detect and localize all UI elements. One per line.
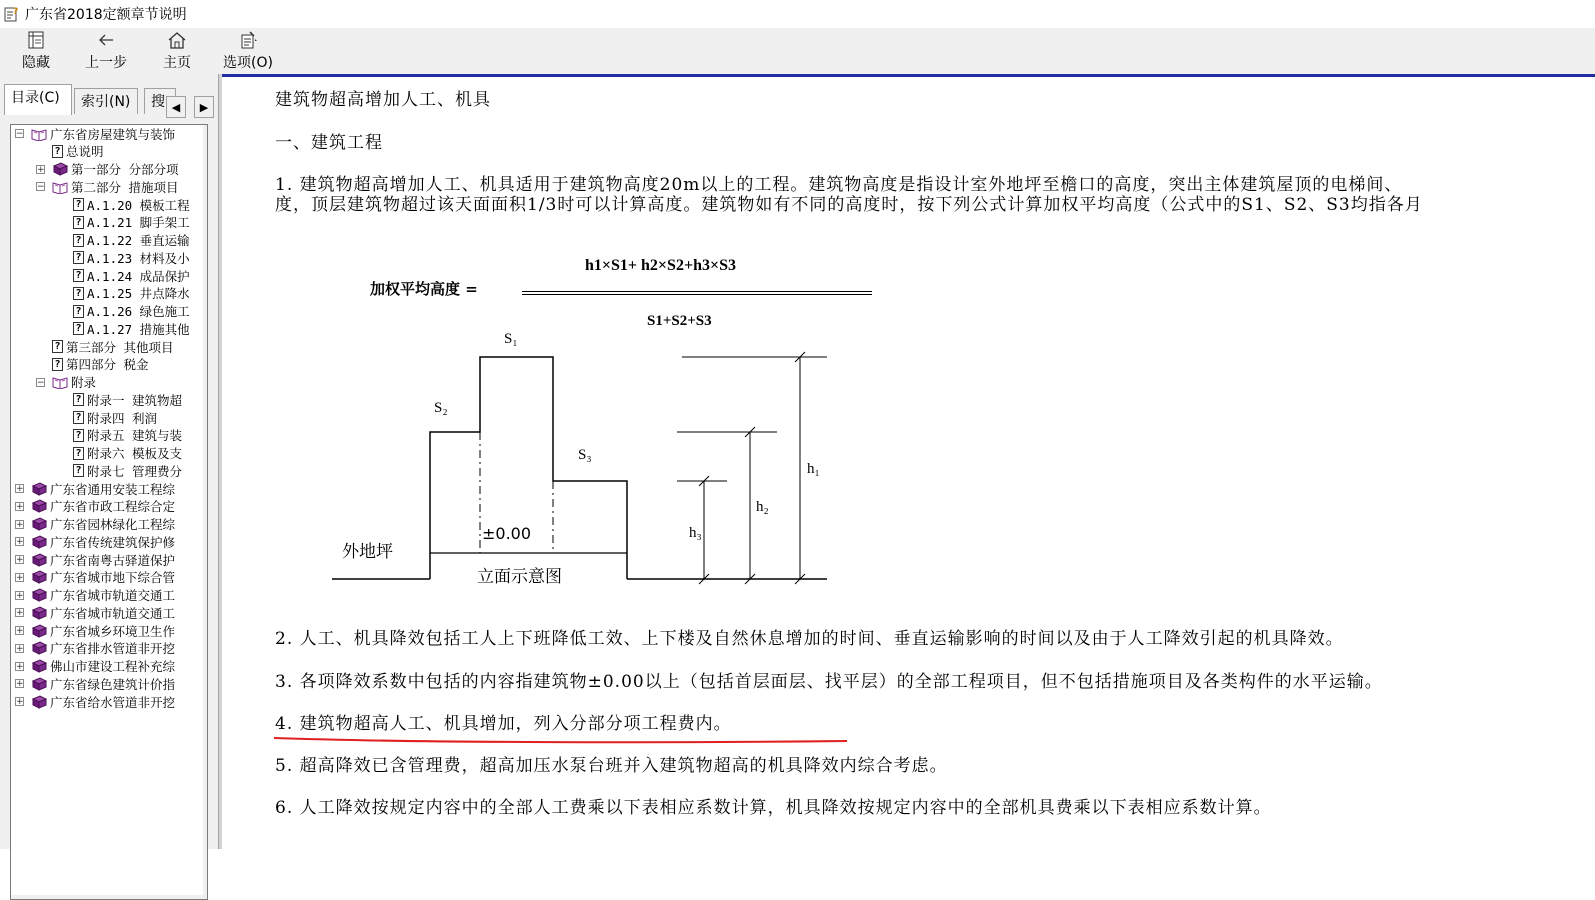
closed-book-icon	[31, 659, 47, 673]
closed-book-icon	[31, 570, 47, 584]
tree-item-label: 广东省南粤古驿道保护	[50, 552, 176, 568]
closed-book-icon	[31, 641, 47, 655]
closed-book-icon	[31, 677, 47, 691]
help-page-icon: ?	[73, 234, 84, 247]
label-ground: 外地坪	[342, 542, 393, 562]
help-page-icon: ?	[73, 411, 84, 424]
tree-item-label: 广东省通用安装工程综	[50, 481, 176, 497]
diagram-caption: 立面示意图	[477, 567, 562, 587]
tree-item[interactable]	[73, 427, 182, 444]
help-page-icon: ?	[73, 305, 84, 318]
closed-book-icon	[31, 695, 47, 709]
back-arrow-icon	[95, 30, 117, 50]
tab-scroll-right-button[interactable]: ▶	[194, 96, 214, 118]
tree-expander[interactable]: +	[16, 519, 24, 530]
tree-expander[interactable]: −	[37, 377, 45, 388]
help-page-icon: ?	[73, 251, 84, 264]
tree-vertical-scrollbar[interactable]	[203, 125, 207, 899]
hide-icon	[25, 30, 47, 50]
tree-item-label: 广东省给水管道非开挖	[50, 694, 176, 710]
tree-expander[interactable]: +	[16, 643, 24, 654]
back-button[interactable]	[80, 30, 132, 74]
tree-item-label: 广东省城市轨道交通工	[50, 605, 176, 621]
label-s2: S₂	[434, 400, 448, 416]
help-page-icon: ?	[73, 269, 84, 282]
help-page-icon: ?	[73, 393, 84, 406]
closed-book-icon	[31, 606, 47, 620]
tree-item[interactable]	[31, 658, 175, 675]
closed-book-icon	[31, 517, 47, 531]
help-page-icon: ?	[52, 358, 63, 371]
tree-item-label: 附录六 模板及支	[87, 446, 183, 461]
tree-item[interactable]	[73, 285, 190, 302]
paragraph-6: 6. 人工降效按规定内容中的全部人工费乘以下表相应系数计算，机具降效按规定内容中的全部机具费乘以下表相应系数计算。	[275, 798, 1272, 818]
tab-search[interactable]: 搜	[144, 88, 176, 114]
tree-expander[interactable]: +	[16, 537, 24, 548]
tree-item-label: 广东省房屋建筑与装饰	[50, 126, 176, 142]
tree-item-label: 广东省城乡环境卫生作	[50, 623, 176, 639]
tree-expander[interactable]: +	[16, 501, 24, 512]
tree-item-label: 佛山市建设工程补充综	[50, 659, 176, 674]
tree-item[interactable]	[31, 480, 175, 497]
tree-expander[interactable]: +	[16, 661, 24, 672]
closed-book-icon	[31, 482, 47, 496]
tree-item[interactable]	[31, 640, 175, 657]
help-page-icon: ?	[52, 145, 63, 158]
h2-dimension	[745, 427, 755, 584]
contents-tree	[10, 124, 208, 900]
tree-item[interactable]	[52, 143, 104, 160]
tree-item[interactable]	[31, 587, 175, 604]
h1-dimension	[795, 352, 805, 584]
tree-expander[interactable]: +	[16, 484, 24, 494]
paragraph-4: 4. 建筑物超高人工、机具增加，列入分部分项工程费内。	[275, 714, 732, 734]
tree-item-label: A.1.21 脚手架工	[87, 215, 190, 231]
paragraph-5: 5. 超高降效已含管理费，超高加压水泵台班并入建筑物超高的机具降效内综合考虑。	[275, 756, 948, 776]
label-zero: ±0.00	[482, 524, 532, 543]
topic-content	[222, 77, 1595, 849]
closed-book-icon	[31, 624, 47, 638]
tab-scroll-left-button[interactable]: ◀	[166, 96, 186, 118]
svg-text:?: ?	[13, 7, 19, 17]
tree-item-label: A.1.27 措施其他	[87, 321, 190, 337]
elevation-diagram	[322, 317, 862, 597]
tree-item[interactable]	[73, 303, 190, 320]
tree-item-label: 广东省排水管道非开挖	[50, 641, 176, 657]
tree-item[interactable]	[73, 249, 190, 266]
tree-item[interactable]	[31, 498, 175, 515]
label-s3: S₃	[578, 447, 592, 463]
closed-book-icon	[52, 162, 68, 176]
formula-label: 加权平均高度 =	[370, 280, 478, 298]
title-bar	[0, 0, 1595, 28]
label-h3: h₃	[689, 525, 702, 541]
tree-item-label: 附录五 建筑与装	[87, 428, 183, 444]
tree-item[interactable]	[73, 232, 190, 249]
paragraph-1-line-1: 1. 建筑物超高增加人工、机具适用于建筑物高度20m以上的工程。建筑物高度是指设计室外地坪至檐口的高度，突出主体建筑屋顶的电梯间、	[275, 175, 1403, 195]
tree-item[interactable]	[73, 409, 157, 426]
tree-item-label: 广东省城市地下综合管	[50, 570, 176, 586]
paragraph-3: 3. 各项降效系数中包括的内容指建筑物±0.00以上（包括首层面层、找平层）的全部工程项目，但不包括措施项目及各类构件的水平运输。	[275, 672, 1383, 692]
tree-expander[interactable]: +	[16, 590, 24, 601]
tree-item-label: 广东省传统建筑保护修	[50, 534, 176, 550]
tree-item[interactable]	[31, 675, 175, 692]
tab-index[interactable]: 索引(N)	[74, 88, 138, 114]
tree-expander[interactable]: +	[37, 164, 45, 175]
building-outline	[430, 357, 627, 579]
open-book-icon	[52, 180, 68, 194]
tree-item[interactable]	[73, 267, 190, 284]
tree-item-label: A.1.23 材料及小	[87, 250, 190, 266]
help-page-icon: ?	[73, 198, 84, 211]
closed-book-icon	[31, 553, 47, 567]
tree-expander[interactable]: +	[16, 608, 24, 619]
tree-item-label: A.1.26 绿色施工	[87, 304, 190, 319]
nav-tabs	[0, 84, 218, 114]
help-page-icon: ?	[73, 464, 84, 477]
tree-expander[interactable]: −	[37, 182, 45, 193]
tree-item[interactable]	[73, 214, 190, 231]
tree-item-label: A.1.22 垂直运输	[87, 233, 190, 248]
tree-expander[interactable]: +	[16, 555, 24, 565]
tree-horizontal-scrollbar[interactable]	[11, 895, 207, 899]
tree-item-label: 广东省绿色建筑计价指	[50, 676, 176, 692]
label-s1: S₁	[504, 331, 518, 347]
formula-denominator: S1+S2+S3	[647, 313, 712, 329]
tree-item-label: 附录七 管理费分	[87, 463, 183, 479]
help-page-icon: ?	[73, 216, 84, 229]
tree-item-label: 广东省市政工程综合定	[50, 499, 176, 515]
home-label: 主页	[163, 55, 191, 71]
tree-item-label: 第一部分 分部分项	[71, 162, 179, 177]
paragraph-1-line-2: 度，顶层建筑物超过该天面面积1/3时可以计算高度。建筑物如有不同的高度时，按下列公式计算加权平均高度（公式中的S1、S2、S3均指各月	[275, 195, 1423, 215]
toolbar	[0, 28, 1595, 74]
tree-item[interactable]	[31, 622, 175, 639]
tree-item-label: 附录	[71, 375, 97, 390]
tree-item[interactable]	[73, 462, 182, 479]
options-icon	[237, 30, 259, 50]
tree-item[interactable]	[52, 338, 174, 355]
tree-item[interactable]	[52, 356, 149, 373]
tree-item-label: A.1.24 成品保护	[87, 268, 190, 284]
tree-item[interactable]	[31, 693, 175, 710]
tab-contents[interactable]: 目录(C)	[4, 84, 72, 115]
help-page-icon: ?	[73, 322, 84, 335]
tree-item[interactable]	[52, 178, 179, 195]
tree-item[interactable]	[73, 196, 190, 213]
formula-numerator: h1×S1+ h2×S2+h3×S3	[585, 257, 736, 274]
tree-item[interactable]	[31, 533, 175, 550]
tree-item[interactable]	[31, 125, 175, 142]
tree-item[interactable]	[31, 604, 175, 621]
back-label: 上一步	[85, 55, 127, 71]
section-title: 一、建筑工程	[275, 133, 383, 153]
tree-item-label: 附录一 建筑物超	[87, 392, 183, 408]
red-underline-annotation	[272, 735, 852, 745]
closed-book-icon	[31, 588, 47, 602]
tree-item[interactable]	[73, 445, 182, 462]
help-page-icon: ?	[73, 447, 84, 460]
tree-item-label: A.1.20 模板工程	[87, 197, 190, 213]
help-page-icon: ?	[73, 429, 84, 442]
tree-item[interactable]	[73, 320, 190, 337]
tree-item[interactable]	[31, 569, 175, 586]
open-book-icon	[31, 127, 47, 141]
formula-fraction-bar	[522, 291, 872, 295]
tree-expander[interactable]: +	[16, 679, 24, 690]
tree-expander[interactable]: −	[16, 129, 24, 139]
tree-item[interactable]	[73, 391, 182, 408]
tree-item[interactable]	[52, 374, 96, 391]
tree-item-label: 第三部分 其他项目	[66, 339, 174, 355]
home-icon	[166, 30, 188, 50]
tree-item[interactable]	[31, 516, 175, 533]
label-h1: h₁	[807, 461, 820, 477]
tree-item-label: 第四部分 税金	[66, 357, 149, 373]
navigation-pane	[0, 74, 218, 849]
paragraph-2: 2. 人工、机具降效包括工人上下班降低工效、上下楼及自然休息增加的时间、垂直运输影响的时间以及由于人工降效引起的机具降效。	[275, 629, 1344, 649]
tree-expander[interactable]: +	[16, 572, 24, 583]
tree-item-label: 总说明	[66, 144, 104, 160]
hide-label: 隐藏	[22, 55, 50, 71]
label-h2: h₂	[756, 499, 769, 515]
tree-item-label: A.1.25 井点降水	[87, 286, 190, 302]
options-button[interactable]	[220, 30, 276, 74]
window-title: 广东省2018定额章节说明	[25, 7, 187, 23]
tree-item-label: 附录四 利润	[87, 410, 158, 426]
home-button[interactable]	[155, 30, 199, 74]
tree-item-label: 广东省园林绿化工程综	[50, 517, 176, 532]
help-app-icon	[3, 5, 21, 23]
closed-book-icon	[31, 499, 47, 513]
tree-item[interactable]	[31, 551, 175, 568]
open-book-icon	[52, 375, 68, 389]
help-page-icon: ?	[73, 287, 84, 300]
tree-expander[interactable]: +	[16, 697, 24, 707]
options-label: 选项(O)	[223, 55, 273, 71]
help-page-icon: ?	[52, 340, 63, 353]
topic-heading: 建筑物超高增加人工、机具	[275, 90, 491, 110]
tree-item-label: 广东省城市轨道交通工	[50, 588, 176, 603]
tree-expander[interactable]: +	[16, 626, 24, 636]
hide-button[interactable]	[14, 30, 58, 74]
tree-item-label: 第二部分 措施项目	[71, 179, 179, 195]
closed-book-icon	[31, 535, 47, 549]
tree-item[interactable]	[52, 161, 179, 178]
